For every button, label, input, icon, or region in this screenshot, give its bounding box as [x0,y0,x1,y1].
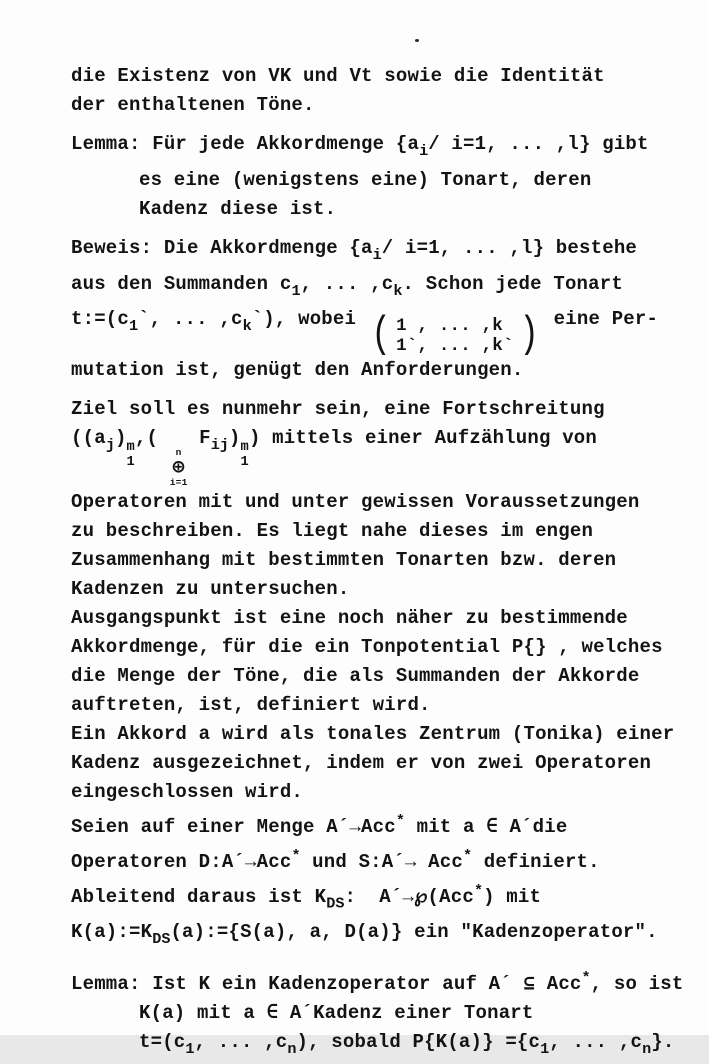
text-run: }. [651,1030,675,1053]
text-run: ,( [134,426,170,449]
text-run: zu beschreiben. Es liegt nahe dieses im engen [71,520,594,543]
text-run: definiert. [472,850,600,873]
sub-text: DS [152,930,171,949]
text-line [71,842,689,877]
text-line [71,604,689,633]
text-run: Seien auf einer Menge A´→Acc [71,815,396,838]
sub-text: 1 [291,281,301,300]
permutation-matrix [368,311,542,361]
text-run: K(a):=K [71,921,153,944]
matrix-row: 1 , ... ,k [396,315,503,336]
stack-superscript: m [126,440,135,456]
text-run: ), sobald P{K(a)} ={c [296,1030,541,1053]
text-line [71,91,689,120]
sub-text: n [642,1039,652,1058]
text-run: . Schon jede Tonart [402,272,623,295]
text-run: : A´→℘(Acc [344,885,474,908]
text-run: Ableitend daraus ist K [71,885,327,908]
matrix-rows [394,316,516,356]
sub-text: n [287,1039,297,1058]
text-line [71,234,689,270]
oplus-lower-limit: i=1 [169,477,188,489]
text-line [71,877,689,919]
scan-speck [415,39,419,42]
text-run: auftreten, ist, definiert wird. [71,694,431,717]
text-run: t:=(c [71,308,130,331]
text-run: t=(c [139,1030,186,1053]
text-run: Ausgangspunkt ist eine noch näher zu bestimmende [71,607,628,630]
sub-text: i [419,141,429,160]
text-line [71,964,689,999]
text-run: , ... ,c [194,1030,288,1053]
text-line [71,488,689,517]
text-run: Ziel soll es nunmehr sein, eine Fortschreitung [71,397,605,420]
stack-superscript: m [240,440,249,456]
text-line [71,166,689,195]
sub-text: 1 [129,317,139,336]
text-line [71,305,689,361]
text-run: `), wobei [251,308,368,331]
text-line [71,546,689,575]
text-line [71,424,689,488]
text-run: Zusammenhang mit bestimmten Tonarten bzw. deren [71,549,617,572]
matrix-right-paren: ) [518,311,539,361]
text-run: Lemma: Für jede Akkordmenge {a [71,133,420,155]
sub-text: j [105,435,115,454]
text-run: eine Per- [542,308,659,331]
text-line [71,633,689,662]
text-run: `, ... ,c [138,308,243,331]
matrix-left-paren: ( [371,311,391,361]
text-run: F [187,426,211,449]
text-run: Akkordmenge, für die ein Tonpotential P{} , welches [71,636,663,659]
sub-text: k [393,281,403,300]
text-line [71,517,689,546]
stack-subscript: 1 [126,454,135,470]
sub-text: DS [326,894,345,913]
text-run: der enthaltenen Töne. [71,94,315,116]
matrix-row: 1`, ... ,k` [396,335,514,356]
sub-text: k [242,317,252,336]
text-run: , so ist [590,972,684,995]
text-run: mit a ∈ A´die [404,815,568,838]
text-line [71,662,689,691]
stacked-indices [241,441,249,470]
text-run: Lemma: Ist K ein Kadenzoperator auf A´ ⊆ Acc [71,972,582,995]
text-run: und S:A´→ Acc [300,850,463,873]
text-run: Beweis: Die Akkordmenge {a [71,236,373,259]
text-line [71,575,689,604]
text-line [71,130,689,166]
text-body [71,62,689,1064]
text-line [71,807,689,842]
stack-subscript: 1 [240,454,249,470]
text-run: Kadenz ausgezeichnet, indem er von zwei Operatoren [71,752,652,775]
text-run: Operatoren D:A´→Acc [71,850,292,873]
sup-text: * [291,846,301,865]
text-run: Operatoren mit und unter gewissen Voraussetzungen [71,491,640,514]
text-run: / i=1, ... ,l} gibt [428,133,649,155]
sup-text: * [463,846,473,865]
text-line [71,270,689,306]
text-line [71,356,689,385]
text-line [71,778,689,807]
sup-text: * [395,812,405,831]
text-run: die Menge der Töne, die als Summanden der Akkorde [71,665,640,688]
sub-text: 1 [185,1039,195,1058]
text-line [71,918,689,954]
text-run: ((a [71,426,106,449]
sup-text: * [473,881,484,900]
sub-text: i [372,245,382,264]
direct-sum-operator [170,448,188,488]
text-line [71,195,689,224]
text-run: die Existenz von VK und Vt sowie die Identität [71,65,605,87]
oplus-upper-limit: n [175,447,182,459]
text-run: ) mit [483,885,542,908]
text-run: ) mittels einer Aufzählung von [248,426,597,449]
text-run: , ... ,c [549,1030,643,1053]
text-run: es eine (wenigstens eine) Tonart, deren [139,168,592,191]
text-run: eingeschlossen wird. [71,781,304,804]
text-run: K(a) mit a ∈ A´Kadenz einer Tonart [139,1001,534,1024]
stacked-indices [127,441,135,470]
text-line [71,720,689,749]
text-run: ) [228,426,241,449]
text-line [71,691,689,720]
sub-text: 1 [540,1039,550,1058]
text-line [71,999,689,1028]
sup-text: * [581,969,591,988]
text-run: Kadenzen zu untersuchen. [71,578,350,601]
text-line [71,395,689,424]
text-run: Kadenz diese ist. [139,197,337,220]
text-line [71,1028,689,1064]
text-run: Ein Akkord a wird als tonales Zentrum (Tonika) einer [71,723,675,746]
oplus-symbol: ⊕ [172,456,185,480]
text-run: mutation ist, genügt den Anforderungen. [71,358,524,381]
text-line [71,749,689,778]
sub-text: ij [210,435,229,454]
text-run: ) [114,426,127,449]
text-run: (a):={S(a), a, D(a)} ein "Kadenzoperator". [170,921,658,944]
text-run: , ... ,c [300,272,394,295]
text-line [71,62,689,91]
text-run: aus den Summanden c [71,272,292,295]
text-run: / i=1, ... ,l} bestehe [381,236,638,259]
